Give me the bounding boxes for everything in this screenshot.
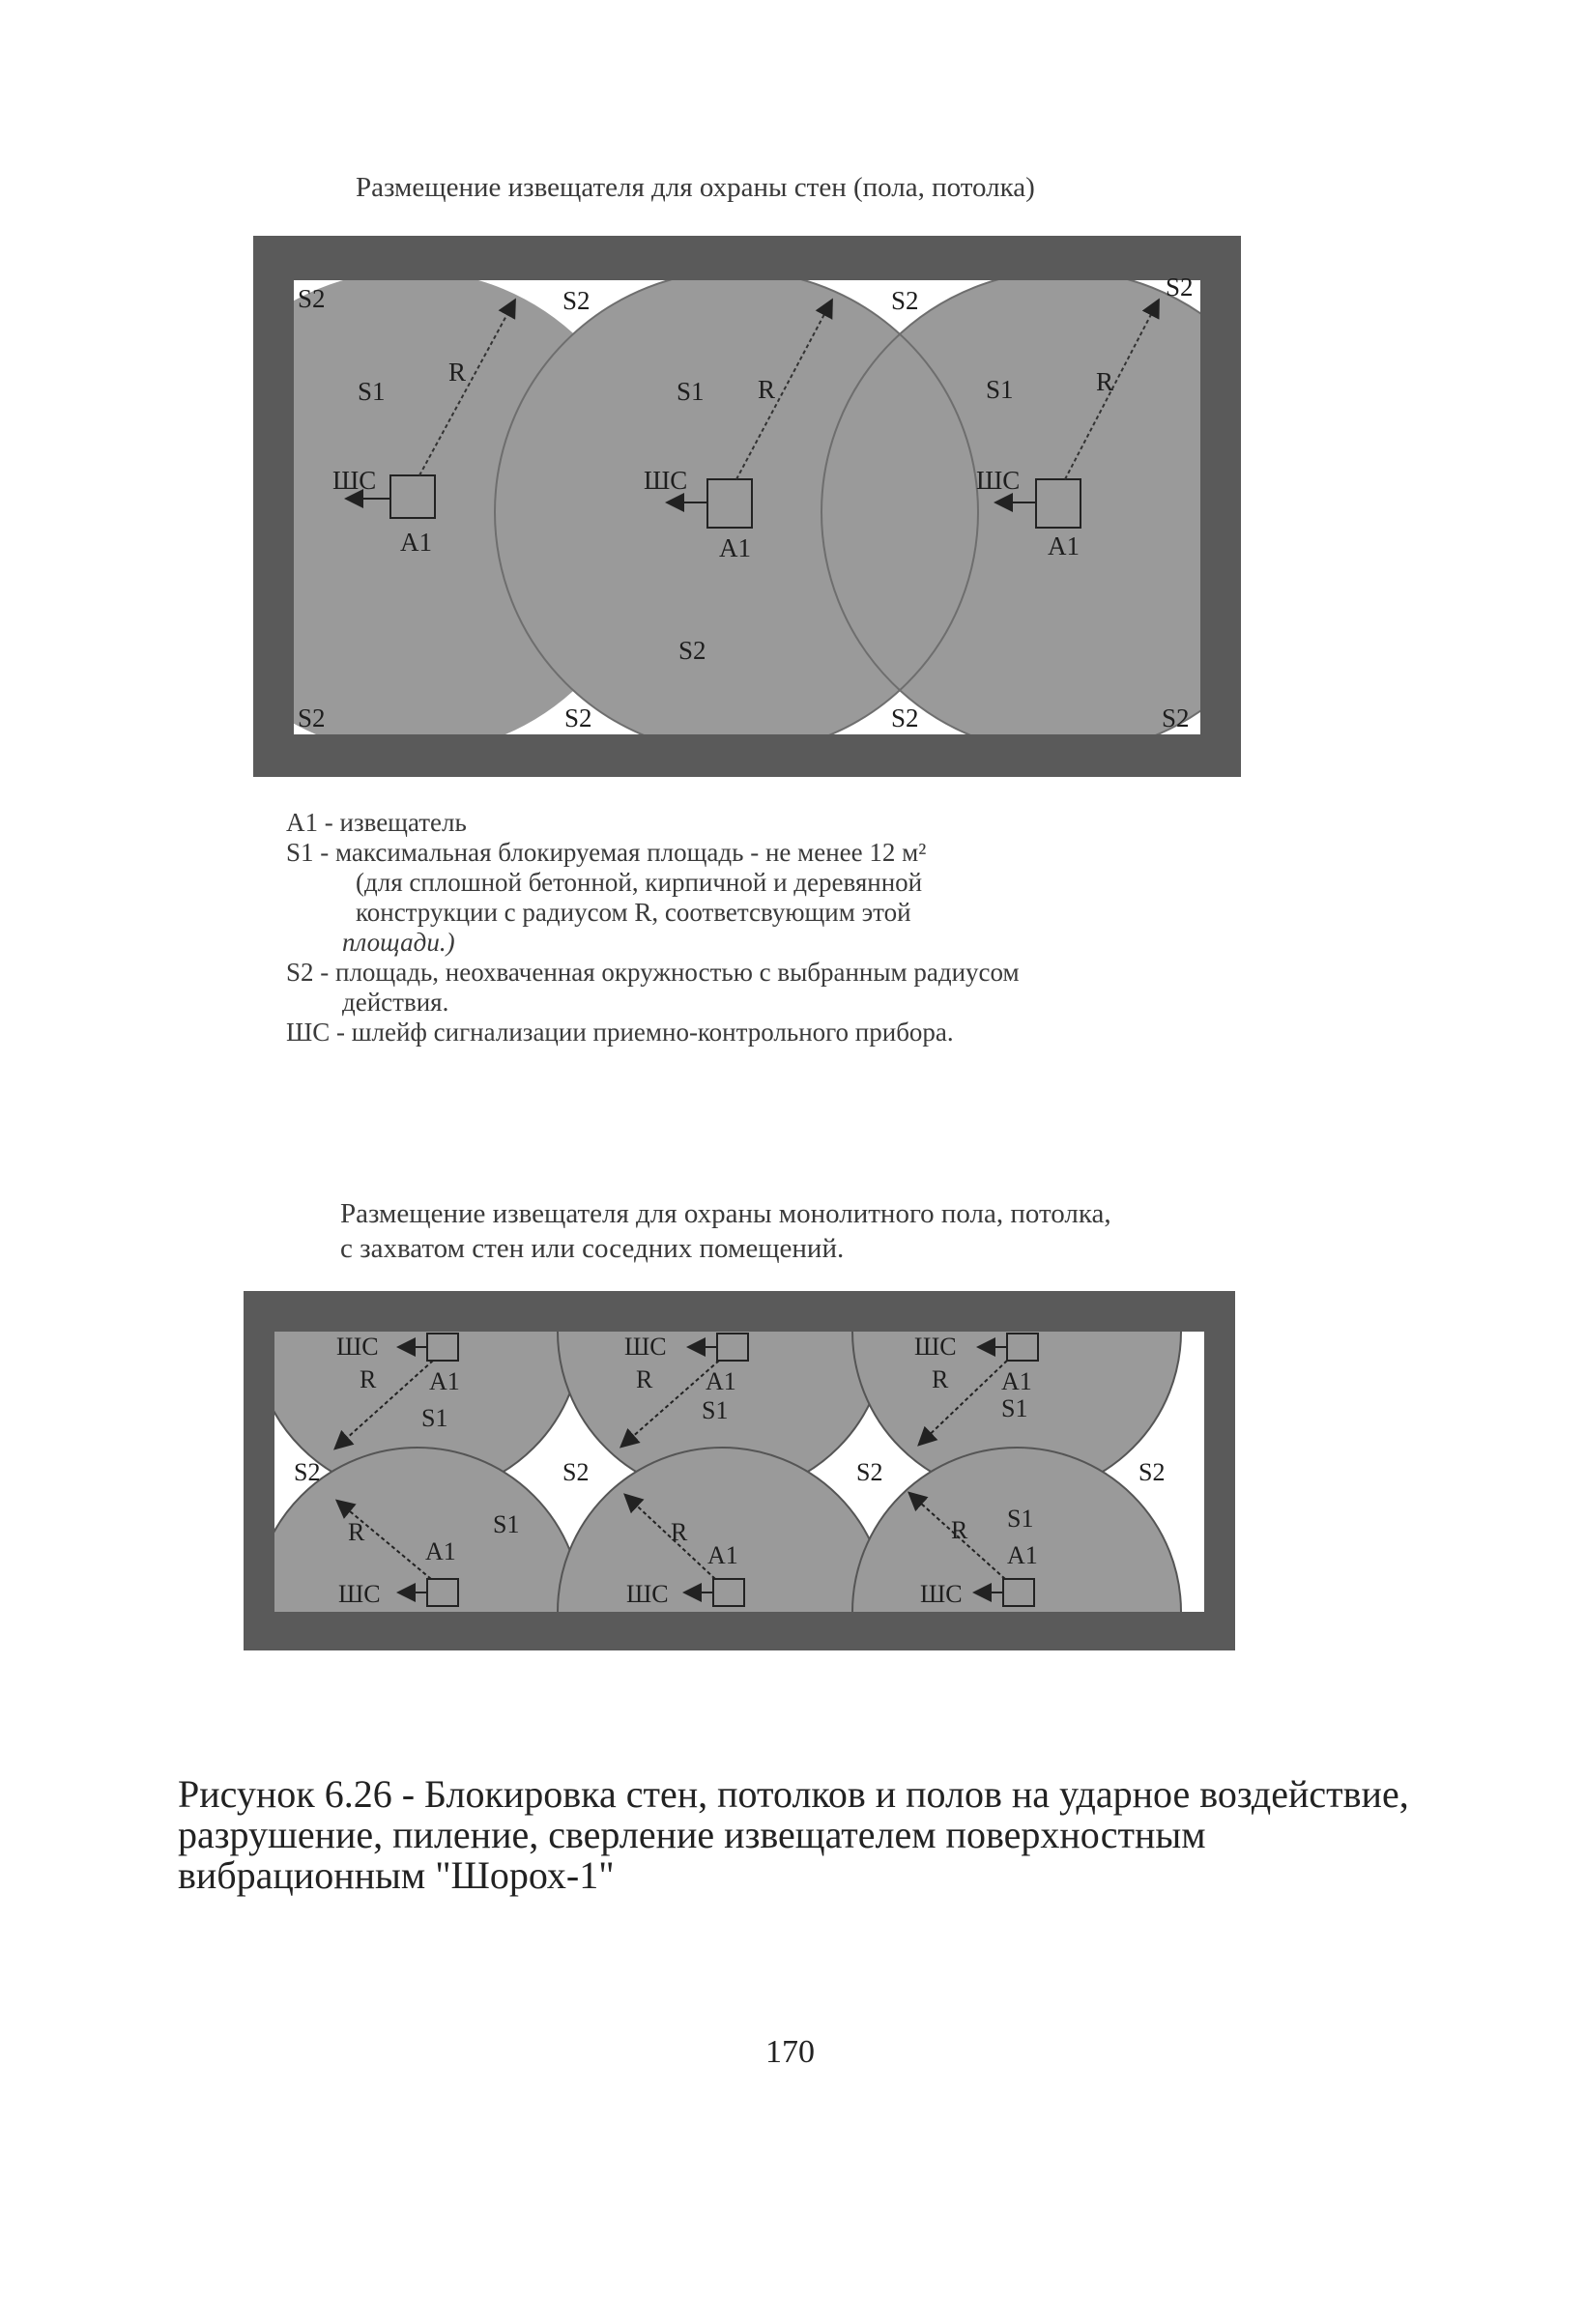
label-s2: S2 (298, 703, 326, 732)
label-s1: S1 (493, 1510, 520, 1538)
page-number: 170 (765, 2034, 815, 2070)
label-a1: A1 (1048, 531, 1080, 560)
label-shs: ШС (626, 1580, 669, 1608)
label-s2: S2 (562, 1458, 590, 1486)
label-s2: S2 (562, 286, 591, 315)
figure-title (178, 1774, 1409, 1896)
label-a1: A1 (1007, 1541, 1038, 1569)
label-s2: S2 (891, 703, 919, 732)
legend-s1-detail: площади.) (342, 928, 455, 957)
legend-s1: S1 - максимальная блокируемая площадь - не менее 12 м² (286, 838, 927, 867)
label-r: R (360, 1365, 377, 1393)
label-s2: S2 (678, 636, 706, 665)
label-r: R (932, 1365, 949, 1393)
label-s1: S1 (1001, 1394, 1028, 1422)
label-s2: S2 (564, 703, 592, 732)
label-r: R (348, 1518, 365, 1546)
diagram2-caption-line2: с захватом стен или соседних помещений. (340, 1233, 845, 1264)
label-r: R (758, 375, 776, 404)
legend-shs: ШС - шлейф сигнализации приемно-контрольного прибора. (286, 1018, 954, 1047)
label-s2: S2 (856, 1458, 883, 1486)
label-a1: A1 (425, 1537, 456, 1565)
label-s1: S1 (702, 1396, 729, 1424)
label-r: R (951, 1516, 968, 1544)
label-s1: S1 (358, 377, 386, 406)
label-shs: ШС (336, 1333, 379, 1361)
legend-a1: А1 - извещатель (286, 808, 467, 837)
label-s2: S2 (1166, 273, 1194, 301)
label-a1: A1 (400, 528, 432, 557)
legend-s1-detail: конструкции с радиусом R, соответсвующим этой (356, 898, 911, 927)
label-a1: A1 (706, 1367, 736, 1395)
label-a1: A1 (707, 1541, 738, 1569)
label-s1: S1 (677, 377, 705, 406)
label-shs: ШС (624, 1333, 667, 1361)
label-r: R (671, 1518, 688, 1546)
label-shs: ШС (644, 466, 688, 495)
label-r: R (636, 1365, 653, 1393)
floor-coverage-diagram (244, 1291, 1235, 1650)
label-s2: S2 (294, 1458, 321, 1486)
label-s2: S2 (891, 286, 919, 315)
diagram2-caption (340, 1196, 1111, 1266)
label-shs: ШС (338, 1580, 381, 1608)
label-r: R (448, 358, 467, 387)
legend (286, 808, 1020, 1047)
label-shs: ШС (920, 1580, 963, 1608)
legend-s1-detail: (для сплошной бетонной, кирпичной и деревянной (356, 868, 923, 897)
label-s2: S2 (1138, 1458, 1166, 1486)
label-s2: S2 (298, 284, 326, 313)
label-shs: ШС (332, 466, 377, 495)
label-r: R (1096, 367, 1114, 396)
legend-s2-detail: действия. (342, 988, 449, 1017)
label-s1: S1 (1007, 1505, 1034, 1533)
label-shs: ШС (976, 466, 1021, 495)
label-s2: S2 (1162, 703, 1190, 732)
label-a1: A1 (429, 1367, 460, 1395)
label-a1: A1 (719, 533, 751, 562)
figure-title-line2: разрушение, пиление, сверление извещателем поверхностным (178, 1813, 1206, 1856)
diagram2-caption-line1: Размещение извещателя для охраны монолитного пола, потолка, (340, 1198, 1111, 1229)
label-a1: A1 (1001, 1367, 1032, 1395)
figure-title-line3: вибрационным "Шорох-1" (178, 1853, 615, 1897)
figure-title-line1: Рисунок 6.26 - Блокировка стен, потолков и полов на ударное воздействие, (178, 1772, 1409, 1816)
label-shs: ШС (914, 1333, 957, 1361)
diagram1-caption: Размещение извещателя для охраны стен (пола, потолка) (356, 172, 1035, 203)
legend-s2: S2 - площадь, неохваченная окружностью с выбранным радиусом (286, 958, 1020, 987)
wall-coverage-diagram (253, 236, 1241, 777)
label-s1: S1 (986, 375, 1014, 404)
label-s1: S1 (421, 1404, 448, 1432)
